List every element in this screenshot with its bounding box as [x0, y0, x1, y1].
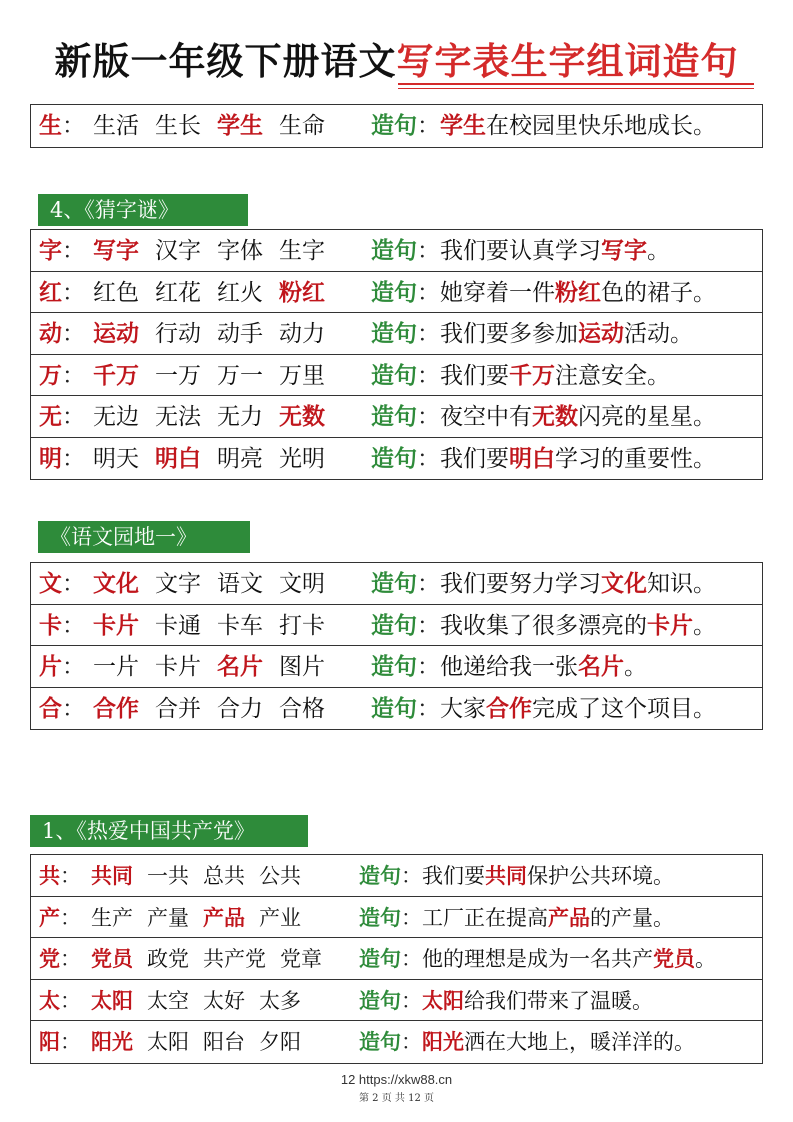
highlighted-phrase: 太阳: [422, 987, 464, 1013]
word-list: [93, 230, 341, 272]
highlighted-phrase: 无数: [532, 403, 578, 430]
head-char: 字: [39, 237, 62, 264]
section-heading-guess-riddle: 4、《猜字谜》: [38, 194, 248, 226]
table-row: [31, 272, 762, 314]
colon: ：: [417, 404, 440, 430]
table-row: [31, 980, 762, 1022]
head-char-cell: [39, 438, 85, 480]
word: 太阳: [147, 1030, 189, 1054]
word: 文字: [155, 571, 201, 597]
example-sentence: [359, 980, 653, 1022]
head-char-cell: [39, 396, 85, 438]
top-vocab-table: [30, 104, 763, 148]
colon: ：: [417, 321, 440, 347]
sentence-text: 在校园里快乐地成长。: [486, 113, 716, 139]
sentence-text: 他的理想是成为一名共产: [422, 947, 653, 971]
head-char: 太: [39, 987, 60, 1013]
sentence-text: 注意安全。: [555, 362, 670, 389]
sentence-text: 的产量。: [590, 905, 674, 930]
highlighted-word: 千万: [93, 361, 139, 389]
highlighted-phrase: 写字: [601, 237, 647, 264]
highlighted-phrase: 党员: [653, 946, 695, 971]
word: 生命: [279, 113, 325, 139]
sentence-label: 造句: [371, 444, 417, 472]
head-char: 明: [39, 444, 62, 472]
highlighted-word: 产品: [203, 904, 245, 930]
vocab-table-chinese-garden: [30, 562, 763, 730]
colon: ：: [401, 988, 422, 1013]
word-list: [93, 272, 341, 314]
colon: ：: [62, 279, 85, 306]
head-char-cell: [39, 855, 81, 897]
word: 夕阳: [259, 1030, 301, 1054]
example-sentence: [359, 1021, 695, 1063]
word-list: [93, 313, 341, 355]
head-char: 阳: [39, 1029, 60, 1054]
table-row: [31, 438, 762, 480]
word: 卡通: [155, 612, 201, 639]
sentence-text: 学习的重要性。: [555, 445, 716, 472]
sentence-text: 夜空中有: [440, 404, 532, 430]
head-char-cell: [39, 938, 81, 980]
sentence-text: 。: [624, 654, 647, 680]
colon: ：: [417, 654, 440, 680]
head-char: 共: [39, 863, 60, 888]
word: 太好: [203, 988, 245, 1013]
table-row: [31, 855, 762, 897]
highlighted-word: 合作: [93, 694, 139, 722]
table-row: [31, 396, 762, 438]
example-sentence: [371, 396, 716, 438]
sentence-label: 造句: [359, 946, 401, 971]
head-char: 动: [39, 320, 62, 347]
word: 万里: [279, 362, 325, 389]
example-sentence: [371, 313, 693, 355]
example-sentence: [371, 646, 647, 688]
table-row: [31, 355, 762, 397]
word: 一共: [147, 864, 189, 888]
table-row: [31, 563, 762, 605]
colon: ：: [60, 1030, 81, 1054]
word: 合力: [217, 695, 263, 722]
sentence-text: 。: [695, 947, 716, 971]
word: 无边: [93, 404, 139, 430]
word-list: [93, 563, 341, 605]
sentence-label: 造句: [359, 987, 401, 1013]
head-char: 卡: [39, 611, 62, 639]
colon: ：: [401, 947, 422, 971]
word: 万一: [217, 362, 263, 389]
sentence-text: 给我们带来了温暖。: [464, 988, 653, 1013]
word: 总共: [203, 864, 245, 888]
vocab-table-guess-riddle: [30, 229, 763, 480]
sentence-text: 我们要: [440, 445, 509, 472]
colon: ：: [60, 864, 81, 888]
word: 无力: [217, 404, 263, 430]
highlighted-word: 阳光: [91, 1029, 133, 1054]
sentence-label: 造句: [371, 611, 417, 639]
table-row: [31, 105, 762, 147]
word: 生活: [93, 113, 139, 139]
page-title: [0, 36, 793, 86]
head-char-cell: [39, 897, 81, 939]
word-list: [91, 855, 315, 897]
head-char-cell: [39, 105, 85, 147]
word-list: [93, 605, 341, 647]
head-char-cell: [39, 688, 85, 730]
word: 合格: [279, 695, 325, 722]
sentence-label: 造句: [371, 570, 417, 597]
sentence-text: 我们要认真学习: [440, 238, 601, 264]
example-sentence: [371, 563, 716, 605]
head-char-cell: [39, 980, 81, 1022]
example-sentence: [371, 272, 716, 314]
sentence-label: 造句: [371, 403, 417, 430]
sentence-text: 我收集了很多漂亮的: [440, 612, 647, 639]
sentence-text: 知识。: [647, 571, 716, 597]
sentence-label: 造句: [359, 904, 401, 930]
word-list: [93, 105, 341, 147]
highlighted-phrase: 阳光: [422, 1029, 464, 1054]
vocab-table-love-party: [30, 854, 763, 1064]
colon: ：: [60, 947, 81, 971]
word-list: [93, 688, 341, 730]
highlighted-phrase: 学生: [440, 112, 486, 139]
colon: ：: [401, 1030, 422, 1054]
word-list: [93, 396, 341, 438]
word-list: [91, 897, 315, 939]
sentence-text: 我们要努力学习: [440, 571, 601, 597]
title-underline-thin: [398, 88, 754, 89]
word: 生长: [155, 113, 201, 139]
head-char: 合: [39, 694, 62, 722]
highlighted-phrase: 卡片: [647, 611, 693, 639]
example-sentence: [371, 688, 716, 730]
sentence-label: 造句: [371, 694, 417, 722]
word: 红火: [217, 279, 263, 306]
sentence-text: 洒在大地上，暖洋洋的。: [464, 1030, 695, 1054]
head-char: 片: [39, 653, 62, 680]
colon: ：: [60, 905, 81, 930]
head-char: 红: [39, 278, 62, 306]
colon: ：: [417, 571, 440, 597]
word: 汉字: [155, 238, 201, 264]
colon: ：: [62, 695, 85, 722]
highlighted-word: 学生: [217, 112, 263, 139]
head-char-cell: [39, 563, 85, 605]
word: 阳台: [203, 1030, 245, 1054]
head-char: 产: [39, 904, 60, 930]
word: 语文: [217, 571, 263, 597]
word: 行动: [155, 321, 201, 347]
highlighted-word: 明白: [155, 444, 201, 472]
sentence-label: 造句: [371, 278, 417, 306]
highlighted-word: 运动: [93, 320, 139, 347]
word: 产业: [259, 905, 301, 930]
word: 太空: [147, 988, 189, 1013]
sentence-text: 活动。: [624, 321, 693, 347]
word: 生字: [279, 238, 325, 264]
example-sentence: [371, 355, 670, 397]
title-part-2: 写字表生字组词造句: [396, 39, 739, 83]
word: 红色: [93, 279, 139, 306]
highlighted-word: 卡片: [93, 611, 139, 639]
word: 明天: [93, 445, 139, 472]
colon: ：: [62, 321, 85, 347]
sentence-text: 我们要多参加: [440, 321, 578, 347]
highlighted-word: 名片: [217, 653, 263, 680]
example-sentence: [371, 605, 716, 647]
example-sentence: [371, 230, 670, 272]
word-list: [93, 438, 341, 480]
head-char: 无: [39, 403, 62, 430]
word: 动手: [217, 321, 263, 347]
highlighted-word: 写字: [93, 237, 139, 264]
colon: ：: [62, 404, 85, 430]
head-char-cell: [39, 355, 85, 397]
colon: ：: [417, 612, 440, 639]
table-row: [31, 938, 762, 980]
word: 动力: [279, 321, 325, 347]
highlighted-word: 党员: [91, 946, 133, 971]
word: 党章: [280, 947, 322, 971]
word: 政党: [147, 947, 189, 971]
colon: ：: [62, 362, 85, 389]
highlighted-phrase: 合作: [486, 694, 532, 722]
colon: ：: [417, 113, 440, 139]
table-row: [31, 230, 762, 272]
word: 光明: [279, 445, 325, 472]
highlighted-phrase: 文化: [601, 570, 647, 597]
word: 红花: [155, 279, 201, 306]
highlighted-phrase: 千万: [509, 361, 555, 389]
colon: ：: [62, 445, 85, 472]
colon: ：: [62, 612, 85, 639]
sentence-text: 色的裙子。: [601, 279, 716, 306]
sentence-label: 造句: [371, 112, 417, 139]
colon: ：: [401, 905, 422, 930]
word-list: [91, 1021, 315, 1063]
sentence-text: 她穿着一件: [440, 279, 555, 306]
head-char-cell: [39, 272, 85, 314]
word: 无法: [155, 404, 201, 430]
highlighted-phrase: 粉红: [555, 278, 601, 306]
highlighted-word: 共同: [91, 863, 133, 888]
title-underline: [398, 83, 754, 85]
table-row: [31, 897, 762, 939]
head-char: 文: [39, 570, 62, 597]
sentence-text: 。: [647, 238, 670, 264]
head-char: 万: [39, 361, 62, 389]
word: 生产: [91, 905, 133, 930]
word: 太多: [259, 988, 301, 1013]
table-row: [31, 646, 762, 688]
head-char: 生: [39, 112, 62, 139]
head-char: 党: [39, 946, 60, 971]
word-list: [91, 980, 315, 1022]
word: 卡片: [155, 654, 201, 680]
word: 文明: [279, 571, 325, 597]
table-row: [31, 313, 762, 355]
section-heading-love-party: 1、《热爱中国共产党》: [30, 815, 308, 847]
head-char-cell: [39, 646, 85, 688]
colon: ：: [62, 238, 85, 264]
highlighted-phrase: 共同: [485, 863, 527, 888]
word: 一万: [155, 362, 201, 389]
colon: ：: [417, 445, 440, 472]
colon: ：: [60, 988, 81, 1013]
colon: ：: [62, 113, 85, 139]
sentence-text: 闪亮的星星。: [578, 404, 716, 430]
word: 一片: [93, 654, 139, 680]
word: 共产党: [203, 947, 266, 971]
sentence-text: 我们要: [422, 864, 485, 888]
word-list: [93, 646, 341, 688]
sentence-label: 造句: [371, 320, 417, 347]
word: 图片: [279, 654, 325, 680]
highlighted-phrase: 产品: [548, 904, 590, 930]
colon: ：: [62, 654, 85, 680]
example-sentence: [359, 938, 716, 980]
sentence-text: 工厂正在提高: [422, 905, 548, 930]
colon: ：: [417, 362, 440, 389]
table-row: [31, 605, 762, 647]
colon: ：: [417, 279, 440, 306]
word: 产量: [147, 905, 189, 930]
head-char-cell: [39, 230, 85, 272]
sentence-text: 大家: [440, 695, 486, 722]
word: 公共: [259, 864, 301, 888]
sentence-text: 保护公共环境。: [527, 864, 674, 888]
word: 字体: [217, 238, 263, 264]
sentence-text: 完成了这个项目。: [532, 695, 716, 722]
sentence-label: 造句: [359, 863, 401, 888]
word-list: [91, 938, 336, 980]
section-heading-chinese-garden: 《语文园地一》: [38, 521, 250, 553]
sentence-text: 我们要: [440, 362, 509, 389]
example-sentence: [359, 855, 674, 897]
table-row: [31, 688, 762, 730]
word: 明亮: [217, 445, 263, 472]
sentence-label: 造句: [359, 1029, 401, 1054]
highlighted-word: 文化: [93, 570, 139, 597]
title-part-1: 新版一年级下册语文: [54, 39, 397, 83]
table-row: [31, 1021, 762, 1063]
word: 卡车: [217, 612, 263, 639]
sentence-text: 他递给我一张: [440, 654, 578, 680]
example-sentence: [359, 897, 674, 939]
head-char-cell: [39, 313, 85, 355]
colon: ：: [401, 864, 422, 888]
example-sentence: [371, 105, 716, 147]
highlighted-word: 粉红: [279, 278, 325, 306]
word: 打卡: [279, 612, 325, 639]
word: 合并: [155, 695, 201, 722]
footer-page-number: 第 2 页 共 12 页: [359, 1093, 434, 1104]
example-sentence: [371, 438, 716, 480]
highlighted-phrase: 运动: [578, 320, 624, 347]
colon: ：: [62, 571, 85, 597]
footer-url: 12 https://xkw88.cn: [340, 1072, 453, 1087]
sentence-label: 造句: [371, 653, 417, 680]
highlighted-word: 无数: [279, 403, 325, 430]
highlighted-phrase: 明白: [509, 444, 555, 472]
sentence-label: 造句: [371, 237, 417, 264]
colon: ：: [417, 238, 440, 264]
word-list: [93, 355, 341, 397]
sentence-label: 造句: [371, 361, 417, 389]
sentence-text: 。: [693, 612, 716, 639]
head-char-cell: [39, 1021, 81, 1063]
head-char-cell: [39, 605, 85, 647]
highlighted-word: 太阳: [91, 987, 133, 1013]
highlighted-phrase: 名片: [578, 653, 624, 680]
colon: ：: [417, 695, 440, 722]
